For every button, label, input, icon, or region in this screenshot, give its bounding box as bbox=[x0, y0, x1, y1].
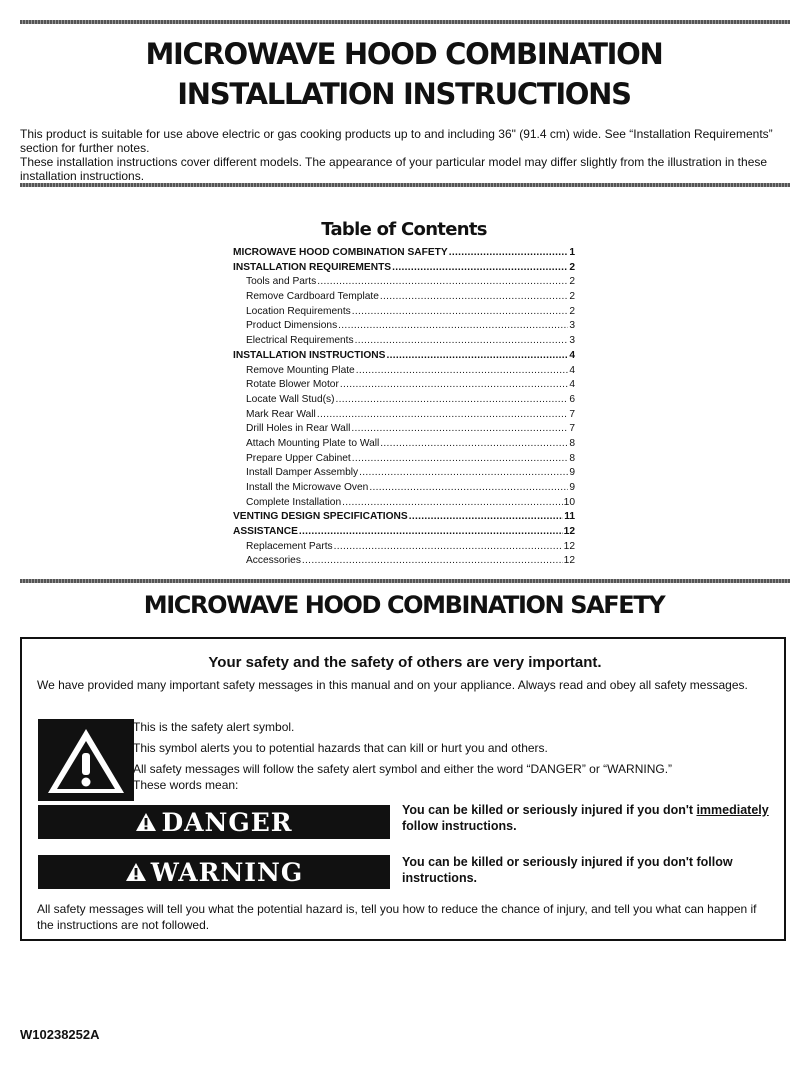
toc-entry-page: 8 bbox=[569, 437, 575, 449]
toc-entry-label: Accessories bbox=[246, 555, 301, 567]
toc-leader-dots bbox=[351, 422, 568, 437]
toc-entry-page: 6 bbox=[569, 393, 575, 405]
toc-entry bbox=[233, 540, 575, 555]
toc-entry-page: 8 bbox=[569, 452, 575, 464]
toc-title: Table of Contents bbox=[321, 219, 487, 240]
toc-entry-page: 3 bbox=[569, 320, 575, 332]
toc-leader-dots bbox=[299, 525, 563, 540]
toc-entry-page: 11 bbox=[564, 511, 575, 523]
toc-entry-page: 12 bbox=[563, 540, 575, 552]
alert-line-4: These words mean: bbox=[133, 778, 239, 792]
toc-entry-page: 7 bbox=[569, 408, 575, 420]
toc-leader-dots bbox=[369, 481, 568, 496]
toc-entry-label: Prepare Upper Cabinet bbox=[246, 452, 351, 464]
danger-desc-post: follow instructions. bbox=[402, 819, 517, 833]
toc-entry-page: 12 bbox=[563, 555, 575, 567]
toc-leader-dots bbox=[334, 540, 563, 555]
danger-desc-pre: You can be killed or seriously injured if you don't bbox=[402, 803, 697, 817]
top-rule bbox=[20, 20, 790, 24]
toc-entry-label: Tools and Parts bbox=[246, 276, 317, 288]
toc-entry bbox=[233, 510, 575, 525]
toc-entry bbox=[233, 393, 575, 408]
toc-entry-label: Install Damper Assembly bbox=[246, 467, 359, 479]
toc-leader-dots bbox=[317, 275, 568, 290]
safety-closing: All safety messages will tell you what the potential hazard is, tell you how to reduce the chance of injury, and tell you what can happen if the instructions are not followed. bbox=[37, 902, 757, 932]
danger-signal-word bbox=[38, 805, 390, 839]
toc-entry bbox=[233, 437, 575, 452]
toc-entry-page: 9 bbox=[569, 482, 575, 493]
section-rule bbox=[20, 579, 790, 583]
toc-entry-page: 3 bbox=[569, 335, 575, 347]
toc-entry-label: Drill Holes in Rear Wall bbox=[246, 423, 351, 435]
toc-entry-page: 4 bbox=[569, 349, 575, 361]
warning-signal-word bbox=[38, 855, 390, 889]
toc-entry bbox=[233, 364, 575, 379]
toc-entry bbox=[233, 408, 575, 423]
toc-entry bbox=[233, 452, 575, 467]
toc-entry-label: INSTALLATION INSTRUCTIONS bbox=[233, 349, 386, 361]
toc-entry bbox=[233, 481, 575, 496]
toc-leader-dots bbox=[449, 246, 569, 261]
alert-line-3: All safety messages will follow the safety alert symbol and either the word “DANGER” or “WARNING.” bbox=[133, 762, 673, 776]
toc-entry-label: Mark Rear Wall bbox=[246, 408, 316, 420]
toc-entry-label: Replacement Parts bbox=[246, 540, 333, 552]
toc-entry bbox=[233, 496, 575, 511]
toc-top-rule bbox=[20, 183, 790, 187]
toc-entry bbox=[233, 261, 575, 276]
toc-entry bbox=[233, 275, 575, 290]
toc-leader-dots bbox=[380, 290, 568, 305]
title-line-2: INSTALLATION INSTRUCTIONS bbox=[177, 77, 631, 111]
toc-leader-dots bbox=[352, 305, 569, 320]
toc-leader-dots bbox=[386, 349, 568, 364]
intro-paragraph-2: These installation instructions cover different models. The appearance of your particular model may differ slightly from the illustration in these installation instructions. bbox=[20, 155, 768, 183]
warning-label: WARNING bbox=[150, 857, 304, 887]
danger-description bbox=[402, 802, 782, 834]
toc-entry-page: 12 bbox=[563, 526, 575, 538]
toc-entry-label: MICROWAVE HOOD COMBINATION SAFETY bbox=[233, 247, 448, 258]
safety-box bbox=[20, 637, 786, 941]
toc-entry-label: Electrical Requirements bbox=[246, 335, 354, 347]
toc-entry-label: Location Requirements bbox=[246, 305, 351, 317]
toc-entry-label: Product Dimensions bbox=[246, 320, 338, 332]
toc-entry-label: Remove Mounting Plate bbox=[246, 364, 355, 376]
toc-entry-page: 1 bbox=[569, 247, 575, 258]
toc-entry-label: INSTALLATION REQUIREMENTS bbox=[233, 261, 392, 273]
toc-entry bbox=[233, 290, 575, 305]
toc-leader-dots bbox=[317, 408, 569, 423]
danger-desc-emphasis: immediately bbox=[696, 803, 769, 817]
toc-entry-page: 2 bbox=[569, 261, 575, 273]
toc-leader-dots bbox=[359, 466, 568, 481]
toc-entry-page: 4 bbox=[569, 364, 575, 376]
toc-entry-page: 2 bbox=[569, 305, 575, 317]
toc-entry bbox=[233, 466, 575, 481]
toc-entry bbox=[233, 246, 575, 261]
alert-line-2: This symbol alerts you to potential hazards that can kill or hurt you and others. bbox=[133, 741, 548, 755]
toc-leader-dots bbox=[352, 452, 569, 467]
toc-entry bbox=[233, 554, 575, 569]
warning-description: You can be killed or seriously injured if you don't follow instructions. bbox=[402, 855, 733, 885]
toc-entry bbox=[233, 349, 575, 364]
toc-entry bbox=[233, 305, 575, 320]
document-title bbox=[0, 34, 808, 114]
toc-leader-dots bbox=[392, 261, 568, 276]
toc-entry-label: Install the Microwave Oven bbox=[246, 482, 369, 493]
toc-entry bbox=[233, 525, 575, 540]
toc-entry-label: VENTING DESIGN SPECIFICATIONS bbox=[233, 511, 408, 523]
safety-alert-icon bbox=[38, 719, 134, 801]
safety-section-title: MICROWAVE HOOD COMBINATION SAFETY bbox=[143, 591, 665, 619]
toc-leader-dots bbox=[342, 496, 563, 511]
toc-leader-dots bbox=[338, 319, 568, 334]
toc-entry bbox=[233, 422, 575, 437]
toc-entry bbox=[233, 378, 575, 393]
toc-entry bbox=[233, 319, 575, 334]
toc-leader-dots bbox=[340, 378, 568, 393]
toc-leader-dots bbox=[355, 334, 569, 349]
toc-entry-label: Locate Wall Stud(s) bbox=[246, 393, 335, 405]
toc-leader-dots bbox=[302, 554, 563, 569]
toc-entry bbox=[233, 334, 575, 349]
danger-label: DANGER bbox=[161, 807, 293, 837]
toc-entry-label: Rotate Blower Motor bbox=[246, 379, 339, 391]
alert-line-1: This is the safety alert symbol. bbox=[133, 720, 295, 734]
toc-leader-dots bbox=[380, 437, 568, 452]
toc-leader-dots bbox=[356, 364, 569, 379]
intro-paragraph-1: This product is suitable for use above electric or gas cooking products up to and including 36" (91.4 cm) wide. See “Installation Requirements” section for further notes. bbox=[20, 127, 773, 155]
warning-alert-icon bbox=[125, 862, 147, 882]
toc-entry-page: 4 bbox=[569, 379, 575, 391]
toc-entry-page: 2 bbox=[569, 276, 575, 288]
toc-entry-label: Remove Cardboard Template bbox=[246, 291, 379, 303]
safety-intro: We have provided many important safety messages in this manual and on your appliance. Always read and obey all safety messages. bbox=[37, 678, 748, 692]
toc-entry-page: 7 bbox=[569, 423, 575, 435]
toc-entry-page: 9 bbox=[569, 467, 575, 479]
toc-entry-label: Attach Mounting Plate to Wall bbox=[246, 437, 380, 449]
toc-entry-label: ASSISTANCE bbox=[233, 526, 298, 538]
toc-entry-page: 2 bbox=[569, 291, 575, 303]
title-line-1: MICROWAVE HOOD COMBINATION bbox=[145, 37, 663, 71]
part-number: W10238252A bbox=[20, 1027, 100, 1042]
toc-entry-page: 10 bbox=[563, 496, 575, 508]
toc-entry-label: Complete Installation bbox=[246, 496, 342, 508]
danger-alert-icon bbox=[135, 812, 157, 832]
table-of-contents bbox=[233, 246, 575, 569]
safety-heading: Your safety and the safety of others are very important. bbox=[208, 654, 602, 671]
toc-leader-dots bbox=[409, 510, 564, 525]
toc-leader-dots bbox=[336, 393, 569, 408]
